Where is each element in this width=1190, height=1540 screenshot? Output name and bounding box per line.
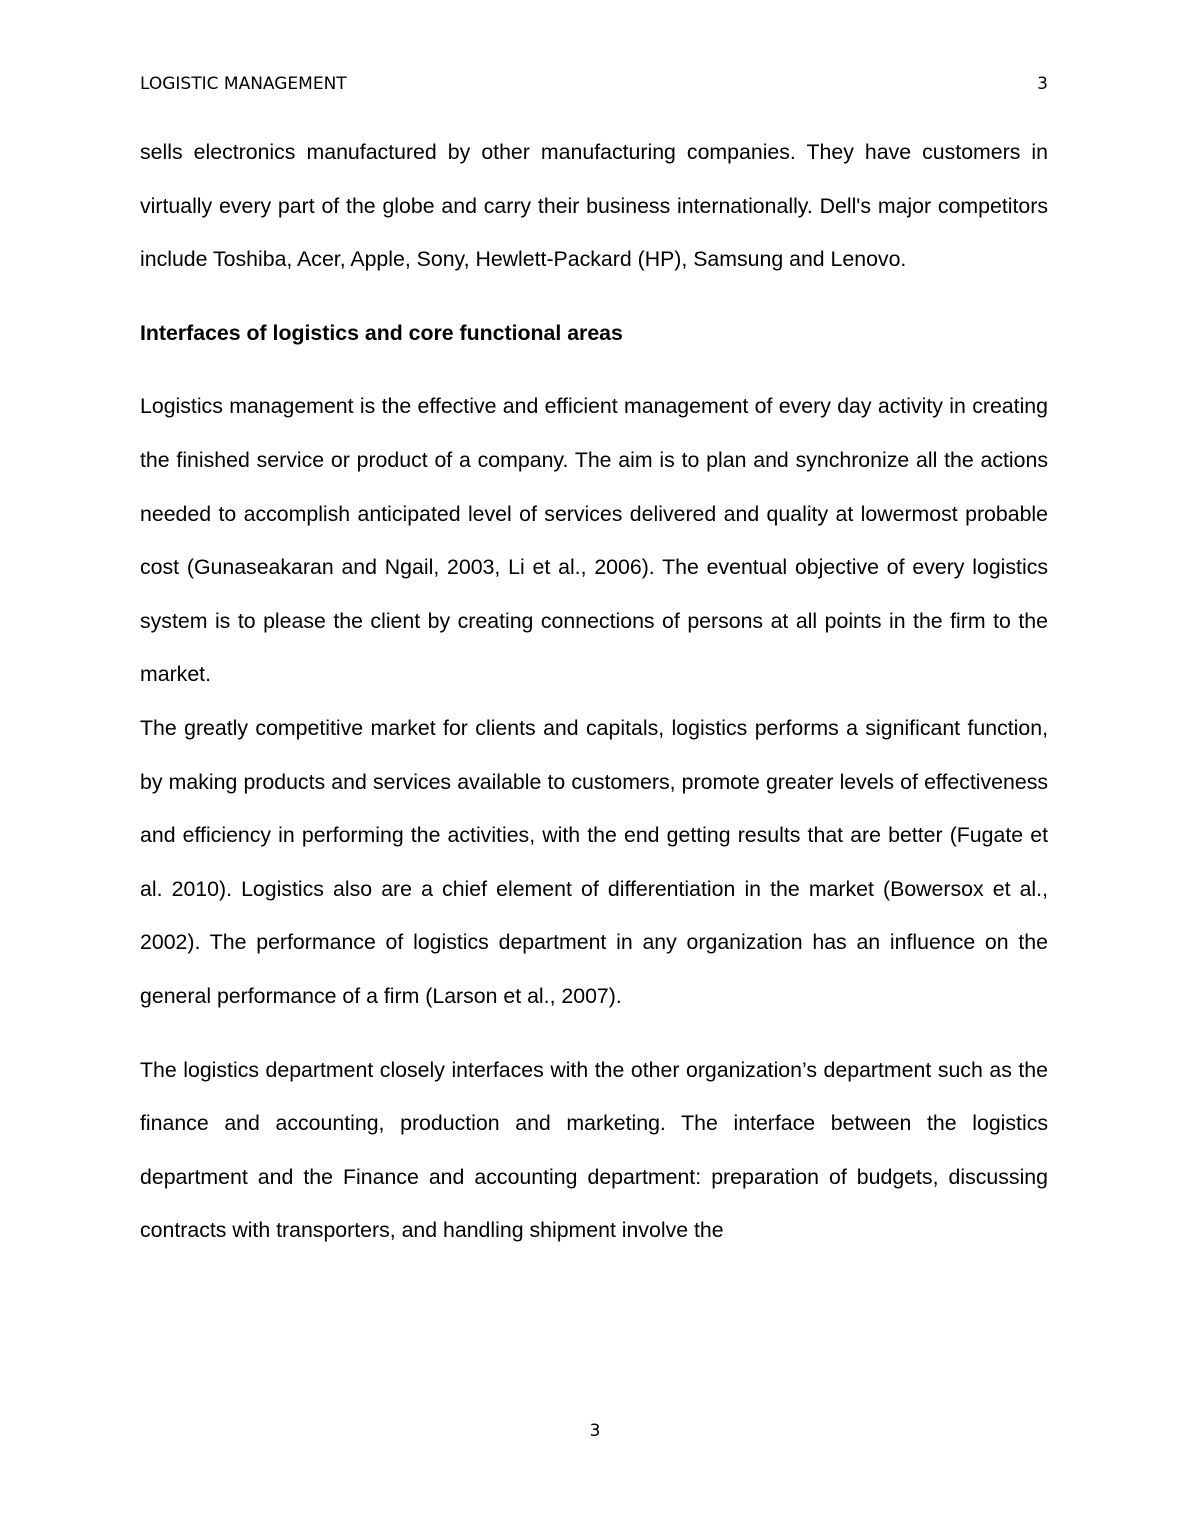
- running-title: LOGISTIC MANAGEMENT: [140, 74, 347, 94]
- paragraph-intro: sells electronics manufactured by other manufacturing companies. They have customers in virtually every part of the globe and carry their business internationally. Dell's major competitors include Toshiba, Acer, Apple, Sony, Hewlett-Packard (HP), Samsung and Lenovo.: [140, 140, 1048, 272]
- running-header: [140, 72, 1048, 96]
- header-page-number: 3: [1037, 74, 1048, 94]
- footer-page-number: 3: [589, 1421, 601, 1441]
- document-body: [140, 126, 1048, 1258]
- paragraph-logistics-definition: Logistics management is the effective and efficient management of every day activity in creating the finished service or product of a company. The aim is to plan and synchronize all the actions needed to accomplish anticipated level of services delivered and quality at lowermost probable cost (Gunaseakaran and Ngail, 2003, Li et al., 2006). The eventual objective of every logistics system is to please the client by creating connections of persons at all points in the firm to the market.: [140, 394, 1048, 687]
- section-heading: Interfaces of logistics and core functional areas: [140, 320, 623, 345]
- paragraph-competitive-market: The greatly competitive market for clients and capitals, logistics performs a significant function, by making products and services available to customers, promote greater levels of effectiveness and efficiency in performing the activities, with the end getting results that are better (Fugate et al. 2010). Logistics also are a chief element of differentiation in the market (Bowersox et al., 2002). The performance of logistics department in any organization has an influence on the general performance of a firm (Larson et al., 2007).: [140, 715, 1048, 1008]
- paragraph-department-interface: The logistics department closely interfaces with the other organization’s department such as the finance and accounting, production and marketing. The interface between the logistics department and the Finance and accounting department: preparation of budgets, discussing contracts with transporters, and handling shipment involve the: [140, 1057, 1048, 1243]
